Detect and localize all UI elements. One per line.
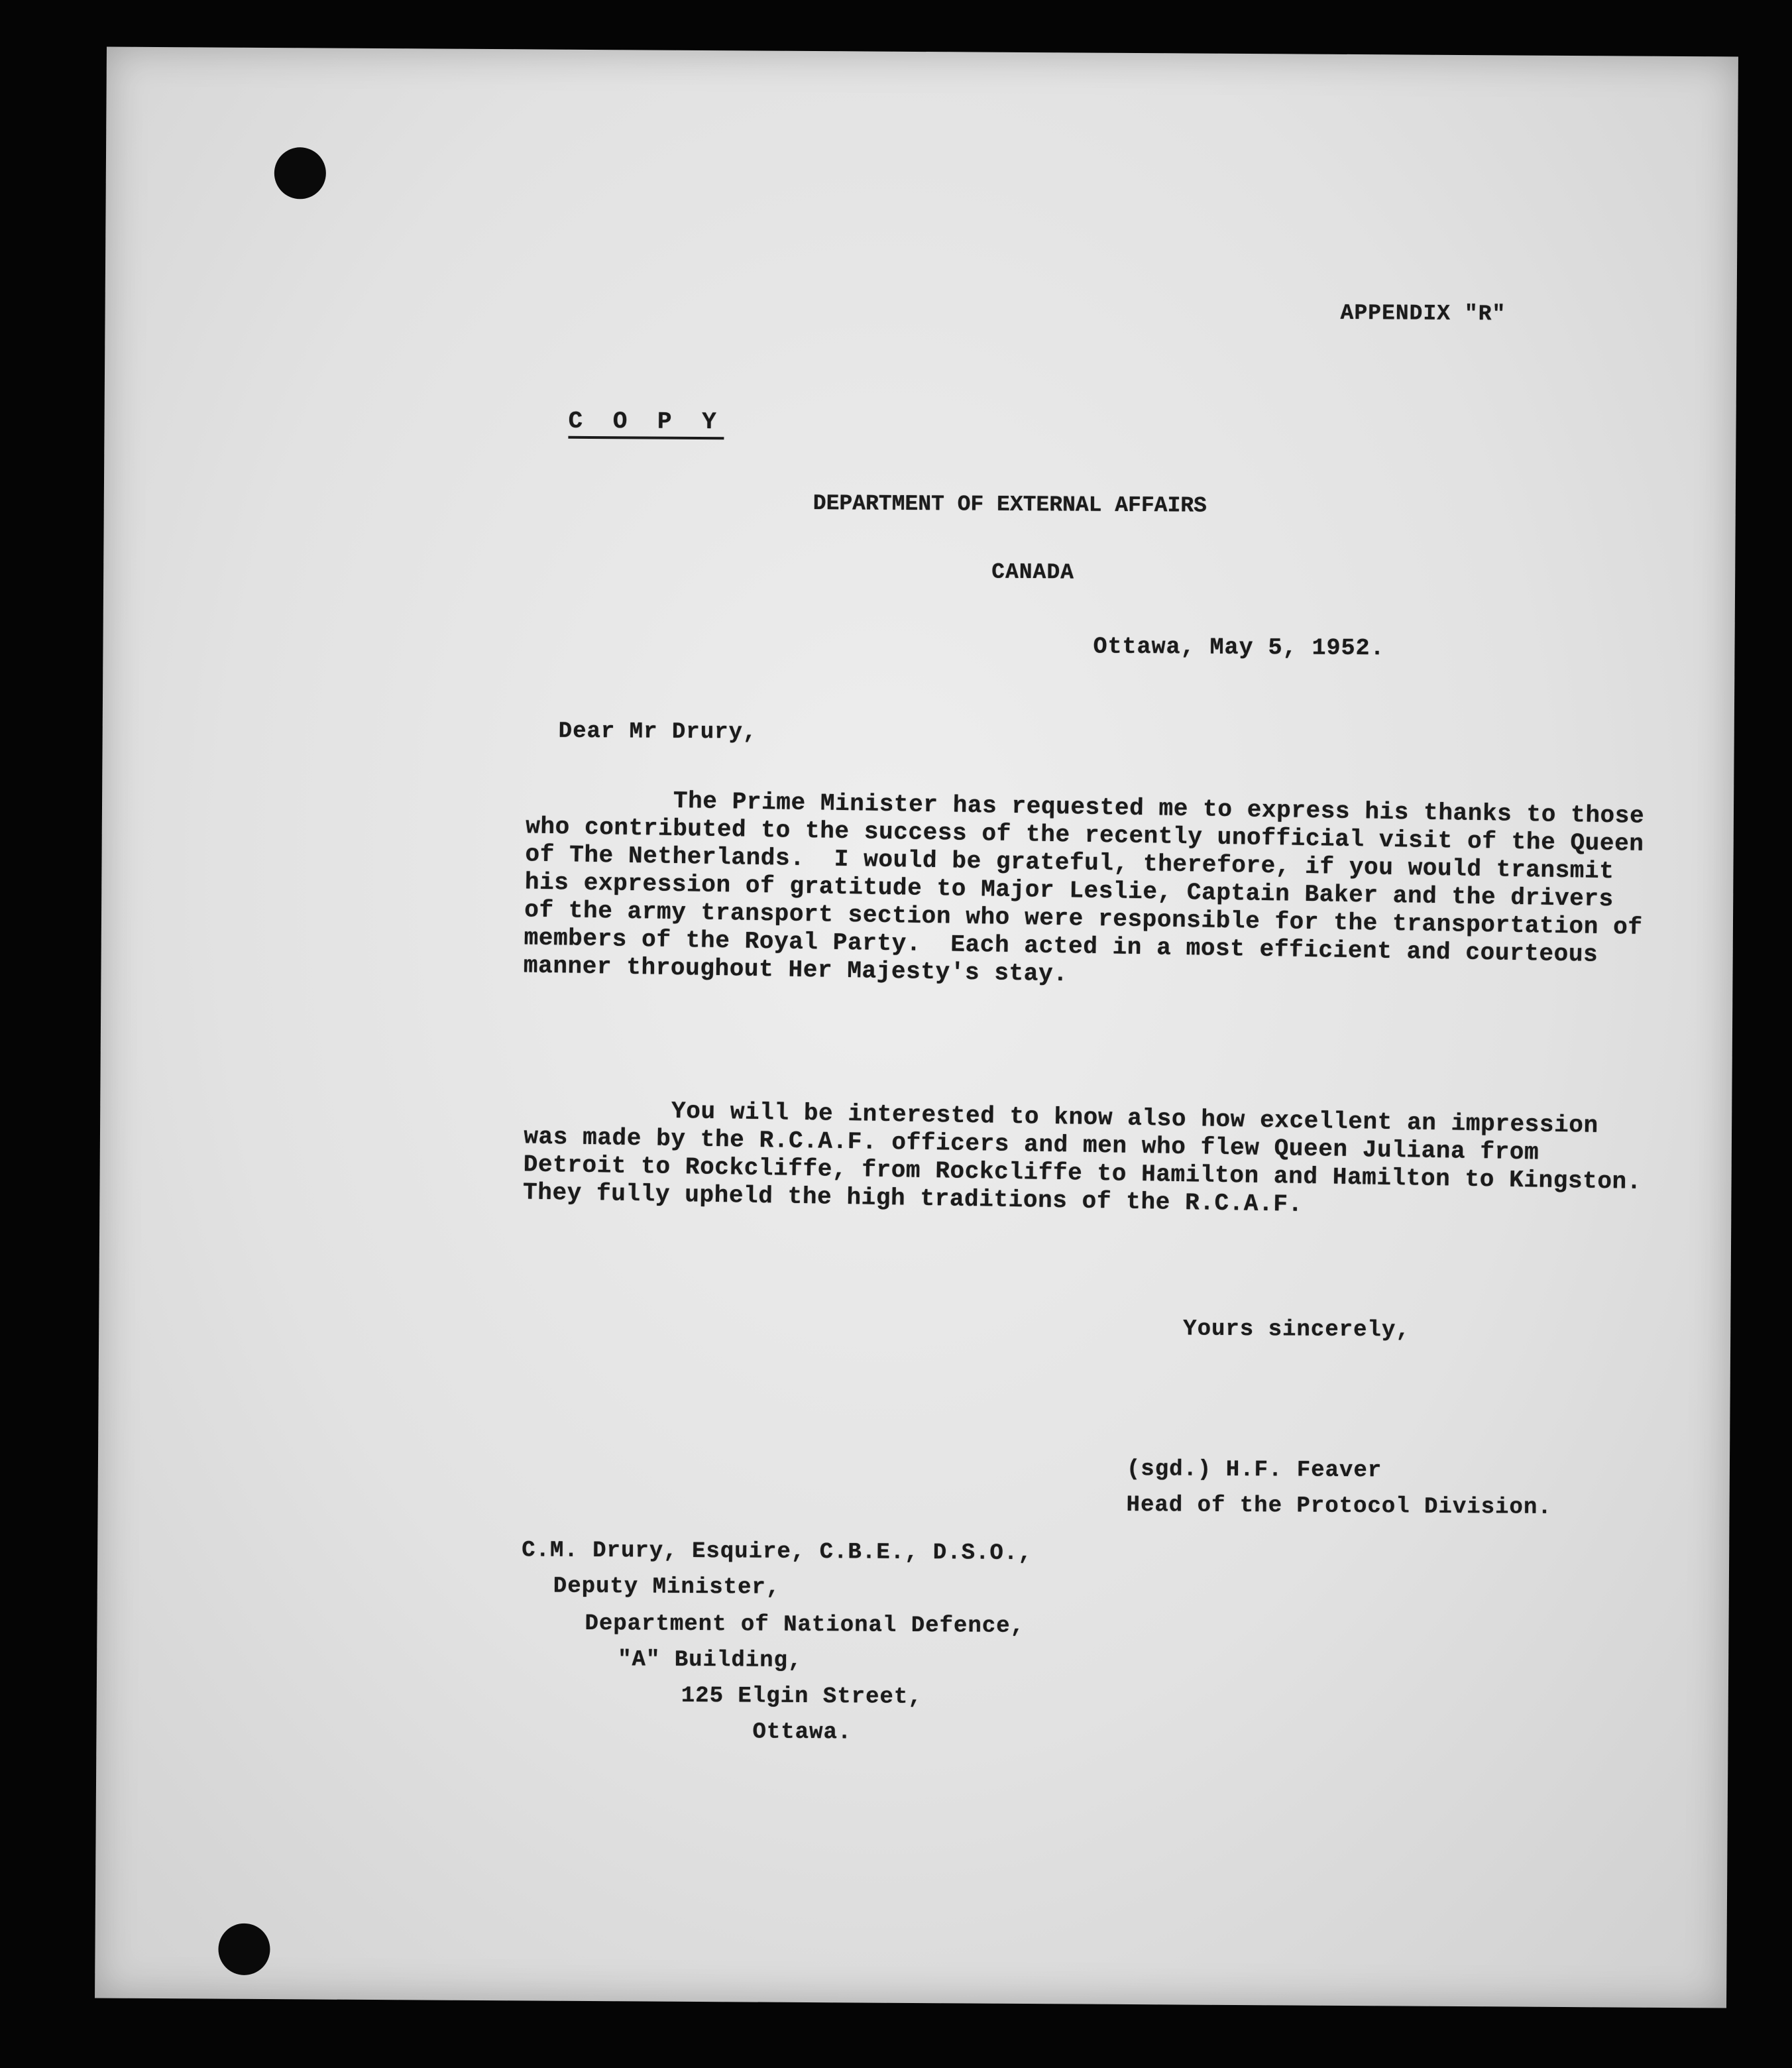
- address-line: Ottawa.: [752, 1719, 852, 1746]
- body-paragraph: You will be interested to know also how excellent an impression was made by the R.C.A.F. officers and men who flew Queen Juliana from Detroit to Rockcliffe, from Rockcliffe to Hamilton and Hamilton to Kingston. They fully upheld the high traditions of the R.C.A.F.: [522, 1095, 1671, 1218]
- address-line: "A" Building,: [618, 1647, 803, 1674]
- appendix-label: APPENDIX "R": [1340, 300, 1506, 327]
- letterhead-department: DEPARTMENT OF EXTERNAL AFFAIRS: [812, 491, 1207, 518]
- body-paragraph: The Prime Minister has requested me to express his thanks to those who contributed to the success of the recently unofficial visit of the Queen of The Netherlands. I would be grateful, therefore, if you would transmit his expression of gratitude to Major Leslie, Captain Baker and the drivers of the army transport section who were responsible for the transportation of members of the Royal Party. Each acted in a most efficient and courteous manner throughout Her Majesty's stay.: [523, 785, 1659, 988]
- letter-page: [95, 47, 1738, 2008]
- address-line: C.M. Drury, Esquire, C.B.E., D.S.O.,: [522, 1538, 1033, 1567]
- signature-title: Head of the Protocol Division.: [1126, 1492, 1552, 1521]
- copy-label: C O P Y: [568, 408, 724, 439]
- dateline: Ottawa, May 5, 1952.: [1093, 633, 1385, 662]
- signature-name: (sgd.) H.F. Feaver: [1126, 1456, 1382, 1484]
- salutation: Dear Mr Drury,: [558, 718, 757, 746]
- address-line: 125 Elgin Street,: [681, 1683, 923, 1711]
- address-line: Deputy Minister,: [553, 1574, 781, 1601]
- letterhead-country: CANADA: [991, 559, 1075, 585]
- punch-hole-top: [274, 147, 326, 199]
- address-line: Department of National Defence,: [585, 1611, 1025, 1640]
- closing: Yours sincerely,: [1183, 1316, 1410, 1344]
- punch-hole-bottom: [218, 1924, 270, 1975]
